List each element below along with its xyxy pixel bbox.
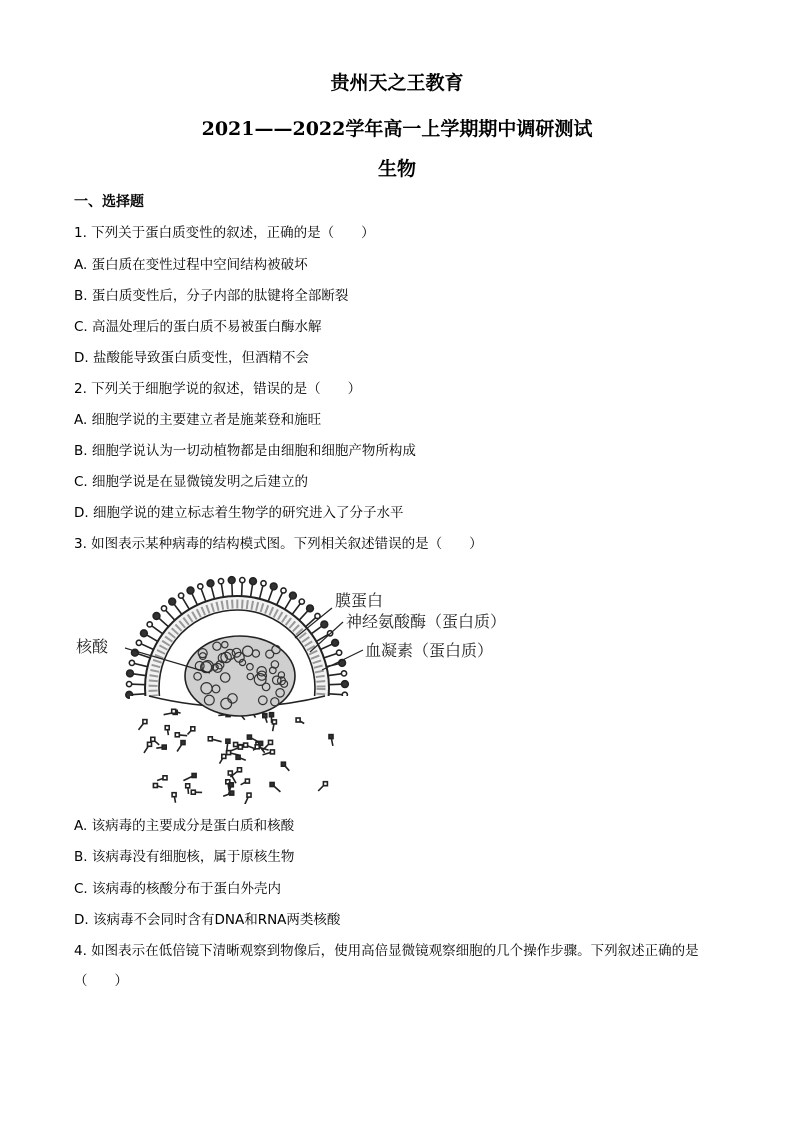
- question-3-option-d: D. 该病毒不会同时含有DNA和RNA两类核酸: [74, 912, 341, 928]
- loose-spike-head: [270, 783, 274, 787]
- loose-spike-head: [186, 784, 190, 788]
- label-membrane-protein: 膜蛋白: [335, 591, 384, 610]
- loose-spike-head: [245, 779, 249, 783]
- spike-head: [299, 599, 304, 604]
- loose-spike-head: [270, 750, 274, 754]
- loose-spike-head: [229, 783, 233, 787]
- org-title: 贵州天之王教育: [330, 72, 464, 94]
- spike-head: [281, 588, 286, 593]
- subject-title: 生物: [377, 158, 416, 180]
- spike-head: [342, 681, 349, 688]
- question-2-option-b: B. 细胞学说认为一切动植物都是由细胞和细胞产物所构成: [74, 443, 416, 459]
- question-1-option-b: B. 蛋白质变性后，分子内部的肽键将全部断裂: [74, 288, 349, 304]
- loose-spike-head: [238, 768, 242, 772]
- spike-head: [161, 606, 166, 611]
- spike-head: [187, 587, 194, 594]
- question-2-option-c: C. 细胞学说是在显微镜发明之后建立的: [74, 474, 309, 490]
- question-3-option-b: B. 该病毒没有细胞核，属于原核生物: [74, 849, 295, 865]
- loose-spike-head: [163, 776, 167, 780]
- question-4-stem-cont: （ ）: [74, 973, 128, 989]
- exam-title: 2021——2022学年高一上学期期中调研测试: [201, 118, 593, 140]
- loose-spike-head: [244, 743, 248, 747]
- loose-spike-head: [323, 782, 327, 786]
- loose-spike-head: [143, 720, 147, 724]
- loose-spike-head: [255, 745, 259, 749]
- loose-spike-head: [153, 784, 157, 788]
- label-hemagglutinin: 血凝素（蛋白质）: [365, 641, 494, 660]
- question-3-option-c: C. 该病毒的核酸分布于蛋白外壳内: [74, 881, 282, 897]
- spike-head: [307, 605, 314, 612]
- question-2-option-d: D. 细胞学说的建立标志着生物学的研究进入了分子水平: [74, 505, 404, 521]
- spike-head: [179, 593, 184, 598]
- question-1-option-d: D. 盐酸能导致蛋白质变性，但酒精不会: [74, 350, 309, 366]
- loose-spike-head: [191, 790, 195, 794]
- loose-spike-head: [269, 740, 273, 744]
- spike-head: [240, 578, 245, 583]
- loose-spike-head: [172, 793, 176, 797]
- question-1-stem: 1. 下列关于蛋白质变性的叙述，正确的是（ ）: [74, 225, 375, 241]
- label-neuraminidase: 神经氨酸酶（蛋白质）: [346, 612, 507, 631]
- spike-head: [332, 639, 339, 646]
- loose-spike-head: [281, 762, 285, 766]
- loose-spike-head: [329, 735, 333, 739]
- spike-head: [153, 613, 160, 620]
- loose-spike-head: [208, 737, 212, 741]
- loose-spike-head: [165, 726, 169, 730]
- loose-spike-head: [263, 714, 267, 718]
- spike-head: [136, 640, 141, 645]
- loose-spike-head: [230, 791, 234, 795]
- spike-head: [250, 578, 257, 585]
- virus-structure-figure: [70, 568, 540, 804]
- loose-spike-head: [247, 793, 251, 797]
- loose-spike-head: [296, 718, 300, 722]
- loose-spike-head: [222, 754, 226, 758]
- loose-spike-head: [272, 720, 276, 724]
- loose-spike-head: [234, 743, 238, 747]
- question-2-option-a: A. 细胞学说的主要建立者是施莱登和施旺: [74, 412, 322, 428]
- loose-spike-head: [181, 741, 185, 745]
- spike-head: [290, 592, 297, 599]
- loose-spike-head: [226, 739, 230, 743]
- question-1-option-c: C. 高温处理后的蛋白质不易被蛋白酶水解: [74, 319, 322, 335]
- loose-spike-head: [270, 713, 274, 717]
- question-3-option-a: A. 该病毒的主要成分是蛋白质和核酸: [74, 818, 295, 834]
- question-1-option-a: A. 蛋白质在变性过程中空间结构被破坏: [74, 257, 308, 273]
- section-heading: 一、选择题: [74, 194, 144, 210]
- spike-head: [141, 630, 148, 637]
- spike-head: [321, 621, 328, 628]
- label-nucleic-acid: 核酸: [76, 637, 109, 656]
- spike-head: [198, 584, 203, 589]
- spike-head: [127, 682, 132, 687]
- loose-spike-head: [172, 709, 176, 713]
- spike-head: [127, 670, 134, 677]
- question-2-stem: 2. 下列关于细胞学说的叙述，错误的是（ ）: [74, 381, 362, 397]
- spike-head: [337, 650, 342, 655]
- loose-spike-head: [191, 727, 195, 731]
- spike-head: [261, 581, 266, 586]
- spike-head: [218, 579, 223, 584]
- question-3-stem: 3. 如图表示某种病毒的结构模式图。下列相关叙述错误的是（ ）: [74, 536, 483, 552]
- loose-spike-head: [247, 735, 251, 739]
- question-4-stem: 4. 如图表示在低倍镜下清晰观察到物像后，使用高倍显微镜观察细胞的几个操作步骤。下列叙述正确的是: [74, 943, 699, 959]
- spike-head: [207, 580, 214, 587]
- spike-head: [228, 577, 235, 584]
- spike-head: [270, 583, 277, 590]
- spike-head: [169, 598, 176, 605]
- loose-spike-head: [151, 737, 155, 741]
- loose-spike-head: [238, 745, 242, 749]
- loose-spike-head: [192, 774, 196, 778]
- loose-spike-head: [228, 771, 232, 775]
- loose-spike-head: [175, 733, 179, 737]
- loose-spike-head: [162, 745, 166, 749]
- spike-head: [129, 660, 134, 665]
- loose-spike-head: [148, 742, 152, 746]
- spike-head: [341, 671, 346, 676]
- spike-head: [147, 622, 152, 627]
